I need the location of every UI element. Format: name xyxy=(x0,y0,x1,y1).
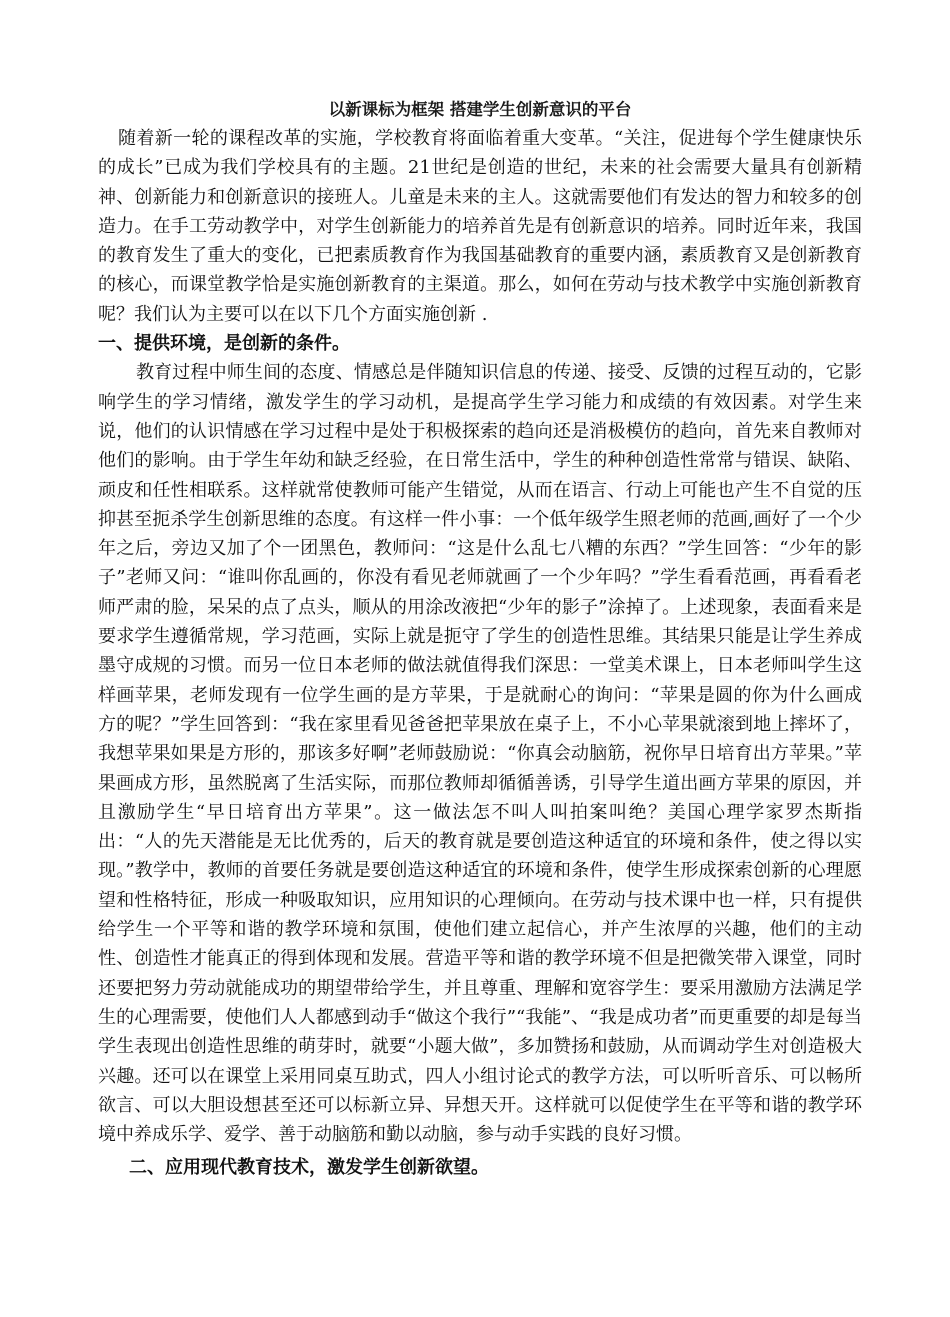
document-title: 以新课标为框架 搭建学生创新意识的平台 xyxy=(328,100,632,119)
document-page xyxy=(98,96,862,1183)
section-1-heading: 一、提供环境，是创新的条件。 xyxy=(98,333,350,355)
section-1-body: 教育过程中师生间的态度、情感总是伴随知识信息的传递、接受、反馈的过程互动的，它影响学生的学习情绪，激发学生的学习动机，是提高学生学习能力和成绩的有效因素。对学生来说，他们的认识情感在学习过程中是处于积极探索的趋向还是消极模仿的趋向，首先来自教师对他们的影响。由于学生年幼和缺乏经验，在日常生活中，学生的种种创造性常常与错误、缺陷、顽皮和任性相联系。这样就常使教师可能产生错觉，从而在语言、行动上可能也产生不自觉的压抑甚至扼杀学生创新思维的态度。有这样一件小事：一个低年级学生照老师的范画,画好了一个少年之后，旁边又加了个一团黑色，教师问：“这是什么乱七八糟的东西？”学生回答：“少年的影子”老师又问：“谁叫你乱画的，你没有看见老师就画了一个少年吗？”学生看看范画，再看看老师严肃的脸，呆呆的点了点头，顺从的用涂改液把“少年的影子”涂掉了。上述现象，表面看来是要求学生遵循常规，学习范画，实际上就是扼守了学生的创造性思维。其结果只能是让学生养成墨守成规的习惯。而另一位日本老师的做法就值得我们深思：一堂美术课上，日本老师叫学生这样画苹果，老师发现有一位学生画的是方苹果，于是就耐心的询问：“苹果是圆的你为什么画成方的呢？”学生回答到：“我在家里看见爸爸把苹果放在桌子上，不小心苹果就滚到地上摔坏了，我想苹果如果是方形的，那该多好啊”老师鼓励说：“你真会动脑筋，祝你早日培育出方苹果。”苹果画成方形，虽然脱离了生活实际，而那位教师却循循善诱，引导学生道出画方苹果的原因，并且激励学生“早日培育出方苹果”。这一做法怎不叫人叫拍案叫绝？美国心理学家罗杰斯指出：“人的先天潜能是无比优秀的，后天的教育就是要创造这种适宜的环境和条件，使之得以实现。”教学中，教师的首要任务就是要创造这种适宜的环境和条件，使学生形成探索创新的心理愿望和性格特征，形成一种吸取知识，应用知识的心理倾向。在劳动与技术课中也一样，只有提供给学生一个平等和谐的教学环境和氛围，使他们建立起信心，并产生浓厚的兴趣，他们的主动性、创造性才能真正的得到体现和发展。营造平等和谐的教学环境不但是把微笑带入课堂，同时还要把努力劳动就能成功的期望带给学生，并且尊重、理解和宽容学生：要采用激励方法满足学生的心理需要，使他们人人都感到动手“做这个我行”“我能”、“我是成功者”而更重要的却是每当学生表现出创造性思维的萌芽时，就要“小题大做”，多加赞扬和鼓励，从而调动学生对创造极大兴趣。还可以在课堂上采用同桌互助式，四人小组讨论式的教学方法，可以听听音乐、可以畅所欲言、可以大胆设想甚至还可以标新立异、异想天开。这样就可以促使学生在平等和谐的教学环境中养成乐学、爱学、善于动脑筋和勤以动脑，参与动手实践的良好习惯。 xyxy=(98,362,862,1146)
intro-paragraph: 随着新一轮的课程改革的实施，学校教育将面临着重大变革。“关注，促进每个学生健康快乐的成长”已成为我们学校具有的主题。21世纪是创造的世纪，未来的社会需要大量具有创新精神、创新能力和创新意识的接班人。儿童是未来的主人。这就需要他们有发达的智力和较多的创造力。在手工劳动教学中，对学生创新能力的培养首先是有创新意识的培养。同时近年来，我国的教育发生了重大的变化，已把素质教育作为我国基础教育的重要内涵，素质教育又是创新教育的核心，而课堂教学恰是实施创新教育的主渠道。那么，如何在劳动与技术教学中实施创新教育呢？我们认为主要可以在以下几个方面实施创新 . xyxy=(98,128,862,325)
section-2-heading: 二、应用现代教育技术，激发学生创新欲望。 xyxy=(129,1157,489,1179)
